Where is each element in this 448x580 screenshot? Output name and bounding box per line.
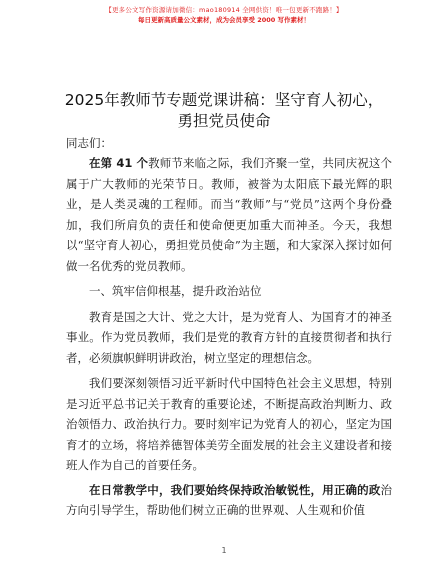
paragraph-1-text: 教师节来临之际，我们齐聚一堂，共同庆祝这个属于广大教师的光荣节日。教师，被誉为太阳底下最光辉的职业，是人类灵魂的工程师。而当“教师”与“党员”这两个身份叠加，我们所肩负的责任和使命便更加重大而神圣。今天，我想以“坚守育人初心，勇担党员使命”为主题，和大家深入探讨如何做一名优秀的党员教师。 bbox=[66, 156, 392, 273]
document-title-line-1: 2025年教师节专题党课讲稿：坚守育人初心， bbox=[64, 91, 384, 109]
paragraph-2-text: 教育是国之大计、党之大计，是为党育人、为国育才的神圣事业。作为党员教师，我们是党的教育方针的直接贯彻者和执行者，必须旗帜鲜明讲政治，树立坚定的理想信念。 bbox=[66, 309, 392, 365]
greeting: 同志们： bbox=[66, 136, 112, 150]
paragraph-1-lead: 在第 41 个 bbox=[89, 156, 149, 170]
paragraph-3-text: 我们要深刻领悟习近平新时代中国特色社会主义思想，特别是习近平总书记关于教育的重要论述，不断提高政治判断力、政治领悟力、政治执行力。要时刻牢记为党育人的初心，坚定为国育才的立场，将培养德智体美劳全面发展的社会主义建设者和接班人作为自己的首要任务。 bbox=[66, 376, 392, 472]
paragraph-4-text: 治方向引导学生，帮助他们树立正确的世界观、人生观和价值 bbox=[66, 482, 392, 517]
page-number: 1 bbox=[221, 546, 227, 555]
promo-banner bbox=[0, 6, 448, 25]
paragraph-3 bbox=[66, 373, 392, 476]
document-body bbox=[66, 153, 392, 526]
paragraph-2 bbox=[66, 307, 392, 369]
paragraph-4 bbox=[66, 480, 392, 521]
document-title bbox=[40, 90, 408, 132]
section-heading-1-text: 一、筑牢信仰根基，提升政治站位 bbox=[89, 284, 262, 298]
paragraph-4-lead: 在日常教学中，我们要始终保持政治敏锐性，用正确的政 bbox=[89, 482, 381, 497]
document-title-line-2: 勇担党员使命 bbox=[177, 112, 271, 130]
paragraph-1 bbox=[66, 153, 392, 276]
promo-banner-line-2: 每日更新高质量公文素材，成为会员享受 2000 写作素材！ bbox=[137, 16, 311, 24]
section-heading-1 bbox=[66, 281, 392, 302]
promo-banner-line-1: 【更多公文写作资源请加微信：mao180914 全网供资！唯一包更新不跑路！】 bbox=[105, 6, 343, 14]
